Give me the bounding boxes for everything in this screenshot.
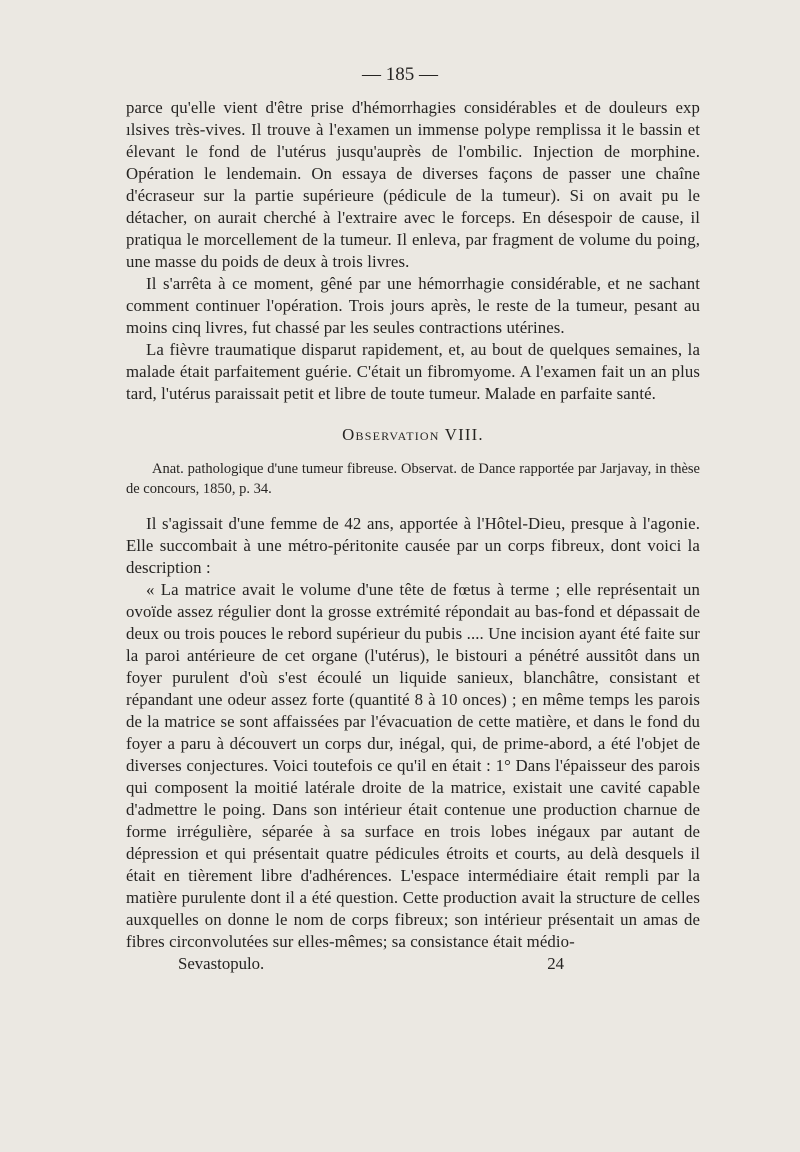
observation-note: Anat. pathologique d'une tumeur fibreuse. Observat. de Dance rapportée par Jarjavay, in thèse de concours, 1850, p. 34.: [126, 461, 700, 497]
sheet-number: 24: [547, 954, 564, 973]
paragraph: La fièvre traumatique disparut rapidement, et, au bout de quelques semaines, la malade était parfaitement guérie. C'était un fibromyome. A l'examen fait un an plus tard, l'utérus paraissait petit et libre de toute tumeur. Malade en parfaite santé.: [126, 340, 700, 403]
section-heading: Observation VIII.: [342, 425, 484, 444]
footer-signature: Sevastopulo.: [178, 954, 265, 973]
page-body: [126, 97, 700, 975]
paragraph: Il s'agissait d'une femme de 42 ans, apportée à l'Hôtel-Dieu, presque à l'agonie. Elle succombait à une métro-péritonite causée par un corps fibreux, dont voici la description :: [126, 514, 700, 577]
page-footer: [126, 953, 700, 975]
page-number: — 185 —: [362, 64, 438, 85]
paragraph: « La matrice avait le volume d'une tête de fœtus à terme ; elle représentait un ovoïde assez régulier dont la grosse extrémité répondait au bas-fond et dépassait de deux ou trois pouces le rebord supérieur du pubis .... Une incision ayant été faite sur la paroi antérieure de cet organe (l'utérus), le bistouri a pénétré aussitôt dans un foyer purulent d'où s'est écoulé un liquide sanieux, blanchâtre, consistant et répandant une odeur assez forte (quantité 8 à 10 onces) ; en même temps les parois de la matrice se sont affaissées par l'évacuation de cette matière, et dans le fond du foyer a paru à découvert un corps dur, inégal, qui, de prime-abord, a été l'objet de diverses conjectures. Voici toutefois ce qu'il en était : 1° Dans l'épaisseur des parois qui composent la moitié latérale droite de la matrice, existait une cavité capable d'admettre le poing. Dans son intérieur était contenue une production charnue de forme irrégulière, séparée à sa surface en trois lobes inégaux par autant de dépression et qui présentait quatre pédicules étroits et courts, au delà desquels il était en tièrement libre d'adhérences. L'espace intermédiaire était rempli par la matière purulente dont il a été question. Cette production avait la structure de celles auxquelles on donne le nom de corps fibreux; son intérieur présentait un amas de fibres circonvolutées sur elles-mêmes; sa consistance était médio-: [126, 580, 700, 951]
paragraph: parce qu'elle vient d'être prise d'hémorrhagies considérables et de douleurs exp ılsives très-vives. Il trouve à l'examen un immense polype remplissa it le bassin et élevant le fond de l'utérus jusqu'auprès de l'ombilic. Injection de morphine. Opération le lendemain. On essaya de diverses façons de passer une chaîne d'écraseur sur la partie supérieure (pédicule de la tumeur). Si on avait pu le détacher, on aurait cherché à l'extraire avec le forceps. En désespoir de cause, il pratiqua le morcellement de la tumeur. Il enleva, par fragment de volume du poing, une masse du poids de deux à trois livres.: [126, 98, 700, 271]
paragraph: Il s'arrêta à ce moment, gêné par une hémorrhagie considérable, et ne sachant comment continuer l'opération. Trois jours après, le reste de la tumeur, pesant au moins cinq livres, fut chassé par les seules contractions utérines.: [126, 274, 700, 337]
